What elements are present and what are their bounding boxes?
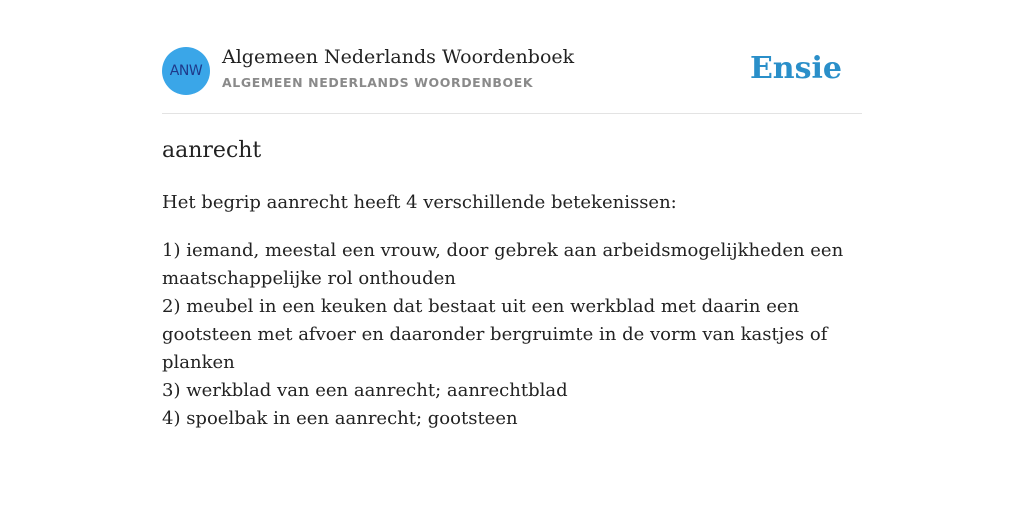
source-subtitle: ALGEMEEN NEDERLANDS WOORDENBOEK: [222, 75, 534, 90]
source-logo[interactable]: ANW: [162, 47, 210, 95]
divider: [162, 113, 862, 114]
source-title[interactable]: Algemeen Nederlands Woordenboek: [222, 46, 575, 68]
definition-item: 4) spoelbak in een aanrecht; gootsteen: [162, 408, 518, 429]
definition-list: [162, 237, 862, 433]
ensie-logo-link[interactable]: Ensie: [749, 51, 842, 86]
definition-item: 2) meubel in een keuken dat bestaat uit een werkblad met daarin een gootsteen met afvoer en daaronder bergruimte in de vorm van kastjes of planken: [162, 296, 828, 373]
definition-item: 1) iemand, meestal een vrouw, door gebrek aan arbeidsmogelijkheden een maatschappelijke rol onthouden: [162, 240, 844, 289]
definition-item: 3) werkblad van een aanrecht; aanrechtblad: [162, 380, 568, 401]
entry-intro: Het begrip aanrecht heeft 4 verschillende betekenissen:: [162, 192, 677, 213]
header: [162, 46, 862, 96]
entry-word: aanrecht: [162, 138, 262, 163]
